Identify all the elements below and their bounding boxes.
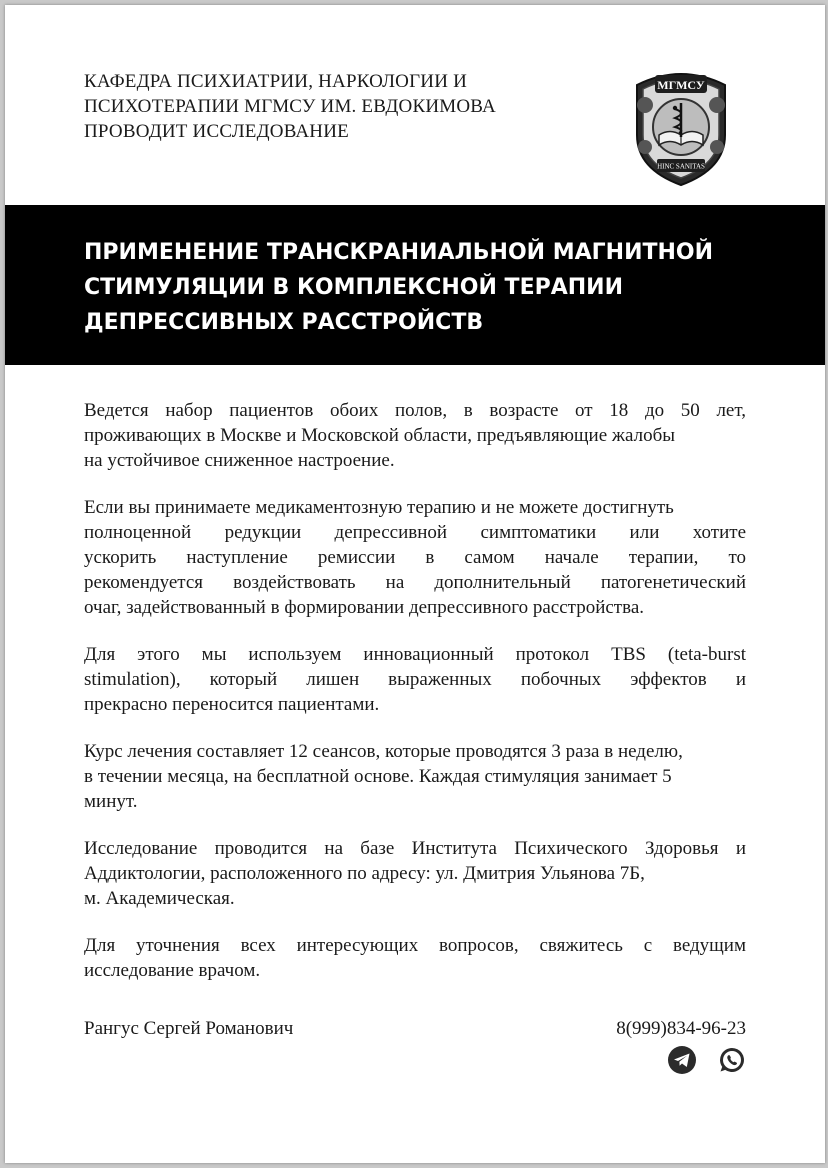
telegram-icon[interactable] [667, 1045, 697, 1075]
paragraph-course [84, 739, 746, 814]
paragraph-line: Аддиктологии, расположенного по адресу: ул. Дмитрия Ульянова 7Б, [84, 863, 645, 884]
banner-title-line: ПРИМЕНЕНИЕ ТРАНСКРАНИАЛЬНОЙ МАГНИТНОЙ [84, 240, 714, 265]
paragraph-line: прекрасно переносится пациентами. [84, 694, 380, 715]
paragraph-recruitment [84, 398, 746, 473]
doctor-name: Рангус Сергей Романович [84, 1018, 294, 1039]
paragraph-line: Для уточнения всех интересующих вопросов, свяжитесь с ведущим [84, 935, 746, 956]
paragraph-location [84, 836, 746, 911]
body-text [84, 398, 746, 1005]
paragraph-line: stimulation), который лишен выраженных побочных эффектов и [84, 669, 746, 690]
paragraph-line: Если вы принимаете медикаментозную терапию и не можете достигнуть [84, 497, 674, 518]
header-line: ПСИХОТЕРАПИИ МГМСУ ИМ. ЕВДОКИМОВА [84, 96, 496, 117]
flyer-page [5, 5, 825, 1163]
banner-title [84, 235, 713, 340]
paragraph-line: на устойчивое сниженное настроение. [84, 450, 395, 471]
banner-title-line: СТИМУЛЯЦИИ В КОМПЛЕКСНОЙ ТЕРАПИИ [84, 275, 623, 300]
paragraph-therapy [84, 495, 746, 620]
paragraph-line: Курс лечения составляет 12 сеансов, которые проводятся 3 раза в неделю, [84, 741, 683, 762]
paragraph-line: полноценной редукции депрессивной симптоматики или хотите [84, 522, 746, 543]
paragraph-line: в течении месяца, на бесплатной основе. Каждая стимуляция занимает 5 [84, 766, 672, 787]
paragraph-line: Для этого мы используем инновационный протокол TBS (teta-burst [84, 644, 746, 665]
university-emblem-logo [629, 65, 733, 187]
paragraph-line: рекомендуется воздействовать на дополнительный патогенетический [84, 572, 746, 593]
emblem-bottom-text: HINC SANITAS [657, 162, 705, 171]
paragraph-line: исследование врачом. [84, 960, 261, 981]
banner-title-line: ДЕПРЕССИВНЫХ РАССТРОЙСТВ [84, 310, 484, 335]
paragraph-line: проживающих в Москве и Московской области, предъявляющие жалобы [84, 425, 676, 446]
paragraph-protocol [84, 642, 746, 717]
emblem-top-text: МГМСУ [657, 78, 705, 92]
whatsapp-icon[interactable] [717, 1045, 747, 1075]
paragraph-line: минут. [84, 791, 138, 812]
paragraph-line: ускорить наступление ремиссии в самом начале терапии, то [84, 547, 746, 568]
paragraph-line: Ведется набор пациентов обоих полов, в возрасте от 18 до 50 лет, [84, 400, 746, 421]
phone-number[interactable]: 8(999)834-96-23 [616, 1018, 746, 1039]
paragraph-line: м. Академическая. [84, 888, 235, 909]
paragraph-line: Исследование проводится на базе Института Психического Здоровья и [84, 838, 746, 859]
header-line: ПРОВОДИТ ИССЛЕДОВАНИЕ [84, 121, 349, 142]
paragraph-line: очаг, задействованный в формировании депрессивного расстройства. [84, 597, 645, 618]
department-header [84, 69, 496, 144]
title-banner [5, 205, 825, 365]
paragraph-contact-note [84, 933, 746, 983]
header-line: КАФЕДРА ПСИХИАТРИИ, НАРКОЛОГИИ И [84, 71, 467, 92]
